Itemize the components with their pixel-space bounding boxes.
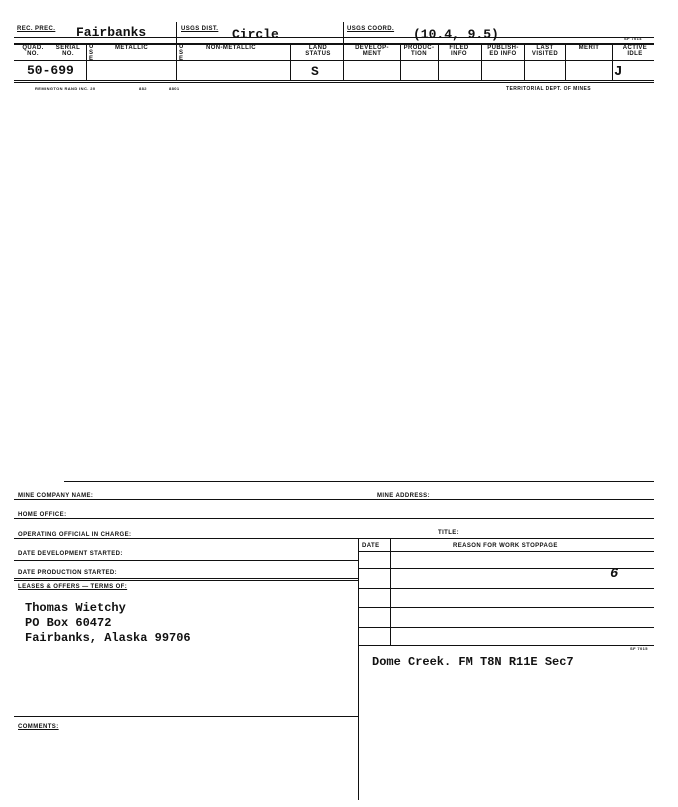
top-footer-right: TERRITORIAL DEPT. OF MINES (506, 86, 591, 92)
owner-address-block (25, 601, 191, 646)
date-prod-label: DATE PRODUCTION STARTED: (18, 570, 118, 576)
header-production: PRODUC-TION (403, 45, 435, 57)
comments-label: COMMENTS: (18, 724, 59, 730)
header-active-idle: ACTIVE IDLE (622, 45, 648, 57)
header-merit: MERIT (578, 45, 600, 51)
mine-company-label: MINE COMPANY NAME: (18, 493, 94, 499)
title-label: TITLE: (438, 530, 460, 536)
top-footer-code2: 8801 (169, 86, 180, 91)
stoppage-mark: 6 (610, 566, 619, 582)
active-idle-mark: J (614, 64, 623, 80)
header-use-metallic-prefix: U S E (89, 44, 94, 62)
date-col-header: DATE (362, 543, 380, 549)
owner-name: Thomas Wietchy (25, 601, 126, 615)
owner-po-box: PO Box 60472 (25, 616, 112, 630)
land-status-value: S (311, 64, 319, 79)
header-quad: QUAD. NO. (22, 45, 44, 57)
back-form-number: SF 7015 (630, 646, 648, 651)
rec-prec-label: REC. PREC. (17, 26, 56, 32)
header-serial: SERIAL NO. (55, 45, 81, 57)
header-nonmetallic: NON-METALLIC (206, 45, 257, 51)
usgs-coord-label: USGS COORD. (347, 26, 395, 32)
home-office-label: HOME OFFICE: (18, 512, 67, 518)
mine-address-label: MINE ADDRESS: (377, 493, 430, 499)
date-dev-label: DATE DEVELOPMENT STARTED: (18, 551, 123, 557)
top-footer-code1: 882 (139, 86, 147, 91)
quad-serial-value: 50-699 (27, 63, 74, 78)
header-metallic: METALLIC (115, 45, 149, 51)
location-note: Dome Creek. FM T8N R11E Sec7 (372, 655, 574, 669)
header-land-status: LAND STATUS (305, 45, 331, 57)
reason-col-header: REASON FOR WORK STOPPAGE (453, 543, 558, 549)
usgs-coord-value: (10.4, 9.5) (413, 27, 499, 42)
rec-prec-value: Fairbanks (76, 25, 147, 40)
leases-label: LEASES & OFFERS — TERMS OF: (18, 584, 128, 590)
top-footer-left: REMINGTON RAND INC. 20 (35, 86, 96, 91)
header-filed-info: FILED INFO (449, 45, 469, 57)
header-last-visited: LAST VISITED (531, 45, 559, 57)
owner-city: Fairbanks, Alaska 99706 (25, 631, 191, 645)
header-use-nonmetallic-prefix: U S E (179, 44, 184, 62)
header-published-info: PUBLISH-ED INFO (487, 45, 519, 57)
usgs-dist-label: USGS DIST. (181, 26, 219, 32)
usgs-dist-value: Circle (232, 27, 279, 42)
header-development: DEVELOP-MENT (355, 45, 389, 57)
top-form-number: SF 7014 (624, 36, 642, 41)
operating-official-label: OPERATING OFFICIAL IN CHARGE: (18, 532, 132, 538)
